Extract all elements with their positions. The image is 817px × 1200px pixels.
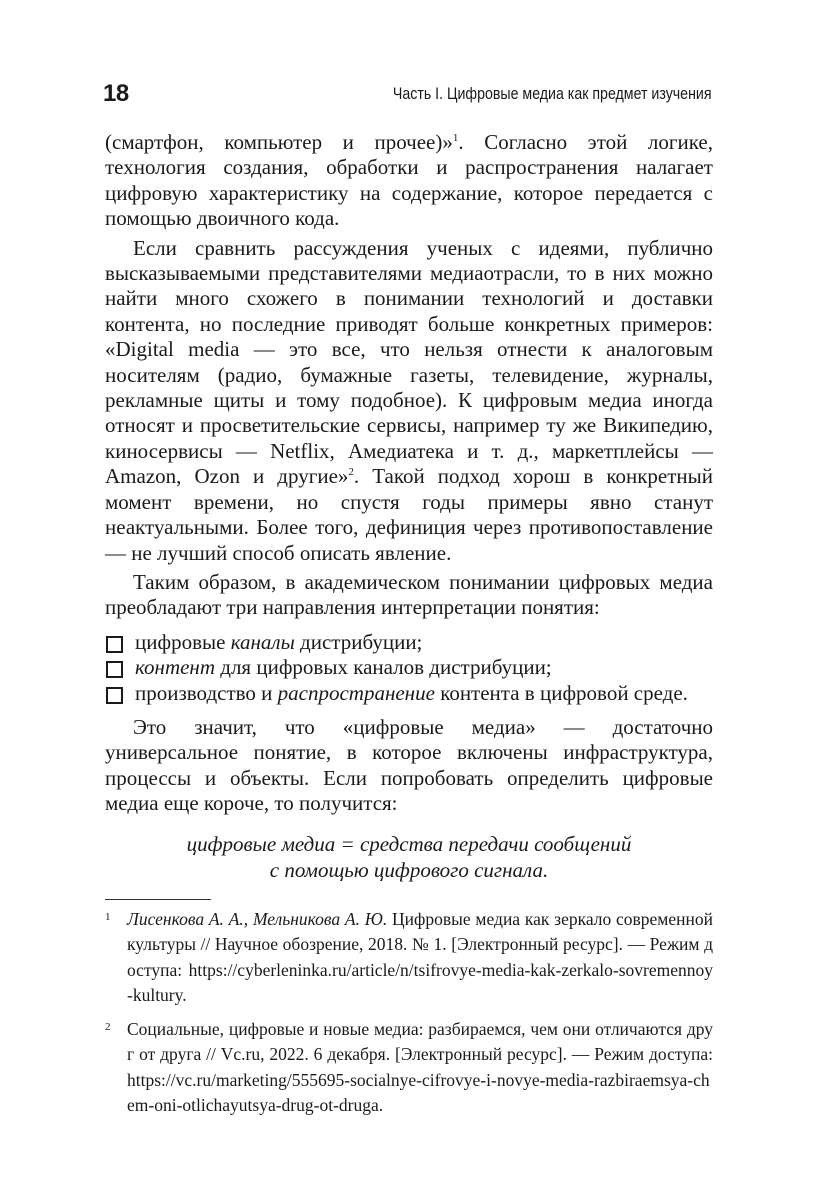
footnote-text: Цифровые медиа как зеркало современной культуры // Научное обозрение, 2018. № 1. [Электронный ресурс]. — Режим доступа: https://cyberleninka.ru/article/n/tsifrovye-media-kak-zerkalo-sovremennoy-kultury. (127, 909, 713, 1005)
footnote-2 (105, 1017, 713, 1118)
interpretation-list (105, 630, 713, 706)
checkbox-icon (106, 636, 123, 653)
paragraph-3: Таким образом, в академическом понимании цифровых медиа преобладают три направления интерпретации понятия: (105, 569, 713, 620)
main-text (105, 130, 713, 883)
definition (105, 831, 713, 883)
list-item: производство и распространение контента в цифровой среде. (105, 681, 713, 706)
list-item: цифровые каналы дистрибуции; (105, 630, 713, 655)
paragraph-2-rest: . Такой подход хорош в конкретный момент времени, но спустя годы примеры явно станут неактуальными. Более того, дефиниция через противопоставление — не лучший способ описать явление. (105, 464, 713, 565)
running-head: Часть I. Цифровые медиа как предмет изучения (393, 85, 712, 103)
paragraph-1 (105, 130, 713, 232)
footnote-1 (105, 907, 713, 1008)
definition-line-2: с помощью цифрового сигнала. (269, 857, 549, 882)
footnote-ref-2[interactable]: 2 (348, 466, 354, 479)
definition-line-1: цифровые медиа = средства передачи сообщений (186, 831, 632, 856)
footnote-ref-1[interactable]: 1 (452, 132, 459, 144)
paragraph-2-text: Если сравнить рассуждения ученых с идеями, публично высказываемыми представителями медиаотрасли, то в них можно найти много схожего в понимании технологий и доставки контента, но последние приводят больше конкретных примеров: «Digital media — это все, что нельзя отнести к аналоговым носителям (радио, бумажные газеты, телевидение, журналы, рекламные щиты и тому подобное). К цифровым медиа иногда относят и просветительские сервисы, например ту же Википедию, киносервисы — Netflix, Амедиатека и т. д., маркетплейсы — Amazon, Ozon и другие» (105, 235, 713, 489)
footnote-divider (105, 899, 211, 900)
paragraph-2 (105, 236, 713, 566)
footnotes (105, 907, 713, 1118)
footnote-text: Социальные, цифровые и новые медиа: разбираемся, чем они отличаются друг от друга // Vc.ru, 2022. 6 декабря. [Электронный ресурс]. — Режим доступа: https://vc.ru/marketing/555695-socialnye-cifrovye-i-novye-media-razbiraemsya-chem-oni-otlichayutsya-drug-ot-druga. (127, 1019, 713, 1116)
checkbox-icon (106, 687, 123, 704)
list-item: контент для цифровых каналов дистрибуции; (105, 655, 713, 680)
footnote-number: 1 (105, 911, 111, 923)
footnote-number: 2 (105, 1021, 111, 1034)
paragraph-1-text: (смартфон, компьютер и прочее)» (105, 130, 453, 154)
page-number: 18 (103, 80, 129, 107)
paragraph-4: Это значит, что «цифровые медиа» — достаточно универсальное понятие, в которое включены инфраструктура, процессы и объекты. Если попробовать определить цифровые медиа еще короче, то получится: (105, 714, 713, 816)
paragraph-1-rest: . Согласно этой логике, технология создания, обработки и распространения налагает цифровую характеристику на содержание, которое передается с помощью двоичного кода. (105, 130, 713, 231)
checkbox-icon (106, 661, 123, 678)
footnote-authors: Лисенкова А. А., Мельникова А. Ю. (127, 909, 388, 929)
